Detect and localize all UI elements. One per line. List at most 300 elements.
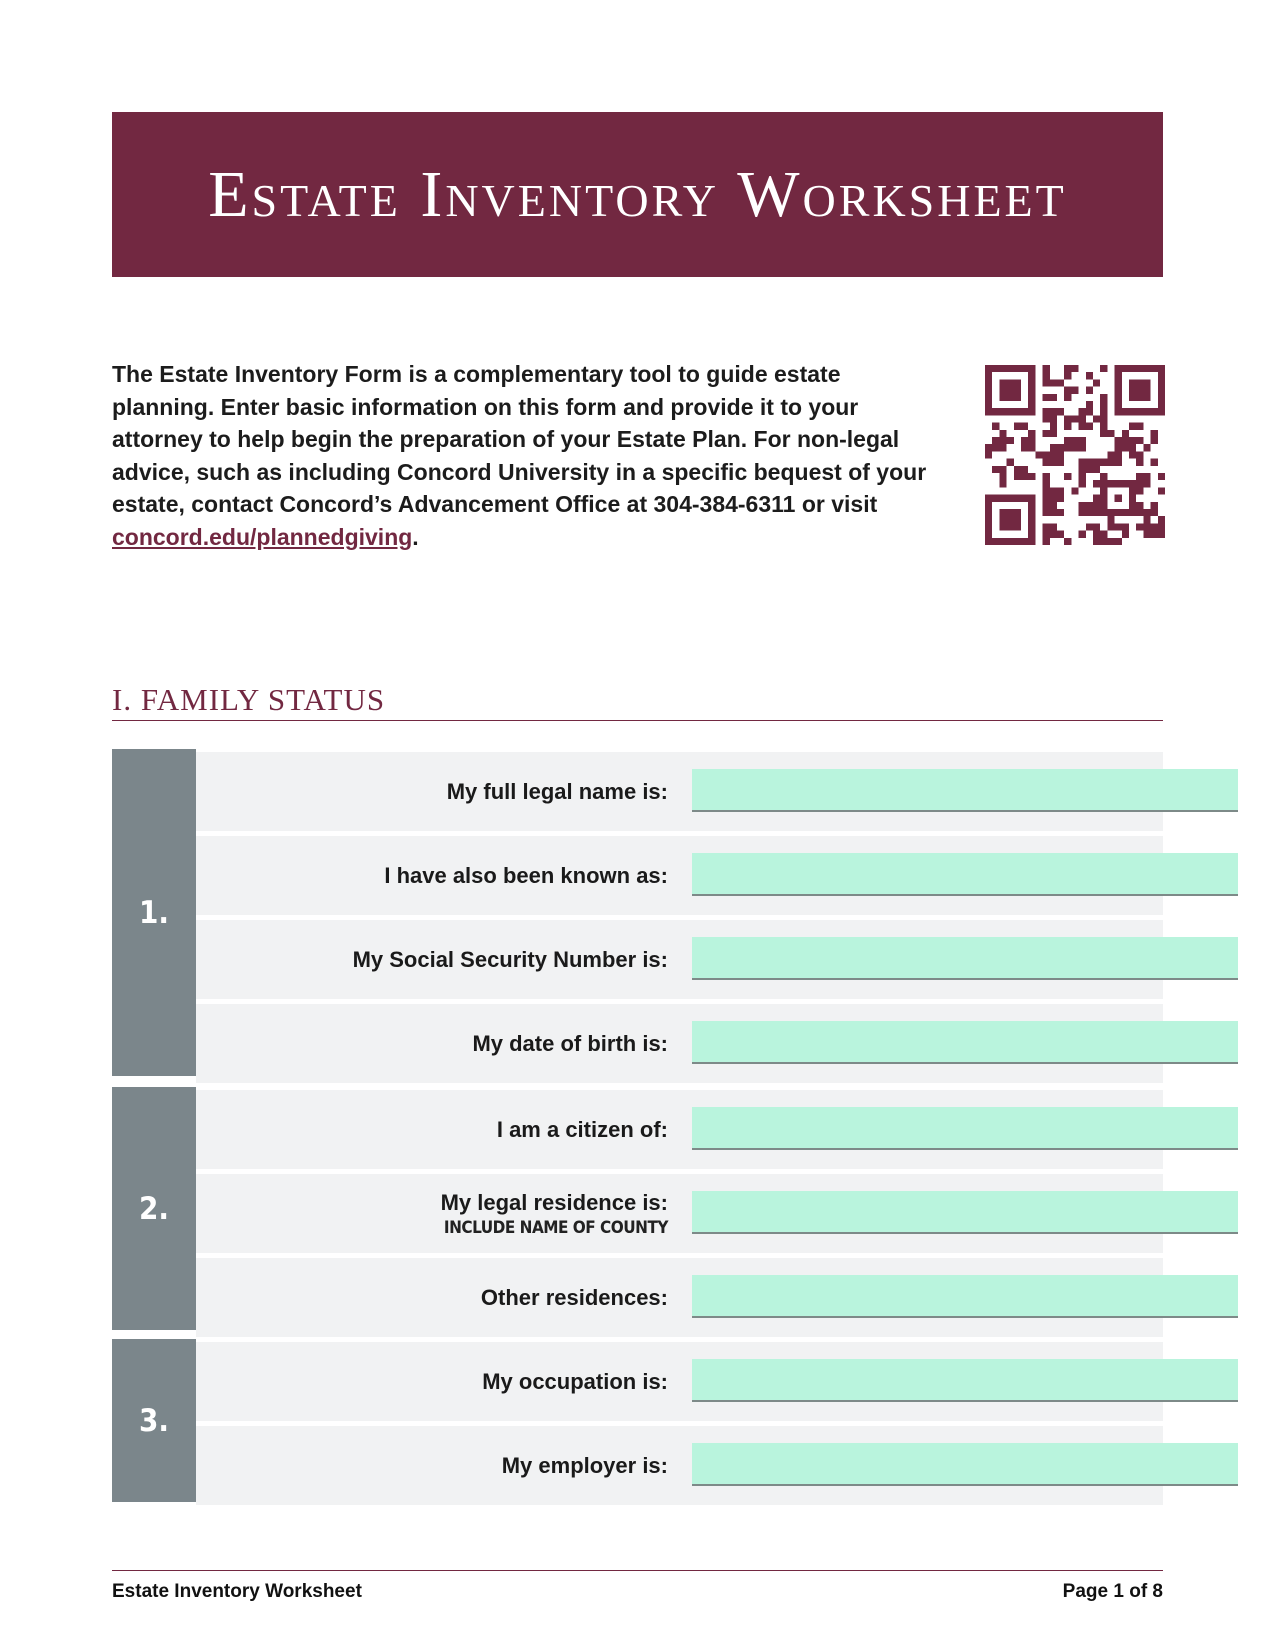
field-label: I am a citizen of: bbox=[496, 1116, 668, 1142]
qr-module bbox=[1136, 473, 1143, 480]
qr-module bbox=[1007, 379, 1014, 386]
qr-module bbox=[1136, 502, 1143, 509]
form-row-employer bbox=[196, 1426, 1163, 1505]
qr-module bbox=[1136, 480, 1143, 487]
qr-module bbox=[1158, 516, 1165, 523]
qr-module bbox=[1043, 365, 1050, 372]
qr-module bbox=[985, 531, 992, 538]
section-title-family-status: I. FAMILY STATUS bbox=[112, 682, 1163, 721]
page-title: Estate Inventory Worksheet bbox=[208, 157, 1067, 231]
qr-module bbox=[1143, 509, 1150, 516]
form-row-citizen-of bbox=[196, 1090, 1163, 1169]
qr-module bbox=[1014, 523, 1021, 530]
qr-module bbox=[985, 444, 992, 451]
field-label: My date of birth is: bbox=[472, 1030, 668, 1056]
qr-module bbox=[1136, 451, 1143, 458]
qr-module bbox=[1071, 415, 1078, 422]
citizen-of-field[interactable] bbox=[692, 1107, 1238, 1150]
qr-module bbox=[1115, 394, 1122, 401]
field-label: My Social Security Number is: bbox=[352, 946, 668, 972]
qr-module bbox=[1158, 387, 1165, 394]
qr-module bbox=[1107, 523, 1114, 530]
group-number: 1. bbox=[112, 749, 196, 1076]
qr-module bbox=[985, 502, 992, 509]
field-sublabel: INCLUDE NAME OF COUNTY bbox=[443, 1217, 668, 1238]
qr-module bbox=[1129, 423, 1136, 430]
qr-module bbox=[1079, 408, 1086, 415]
qr-module bbox=[985, 408, 992, 415]
field-label: My occupation is: bbox=[482, 1368, 668, 1394]
qr-module bbox=[985, 387, 992, 394]
qr-module bbox=[1115, 437, 1122, 444]
qr-module bbox=[1086, 509, 1093, 516]
qr-module bbox=[985, 365, 992, 372]
qr-module bbox=[1107, 480, 1114, 487]
qr-module bbox=[1050, 430, 1057, 437]
qr-module bbox=[1043, 379, 1050, 386]
qr-module bbox=[1093, 480, 1100, 487]
qr-module bbox=[1151, 523, 1158, 530]
qr-module bbox=[1028, 430, 1035, 437]
qr-module bbox=[1014, 408, 1021, 415]
qr-module bbox=[1050, 408, 1057, 415]
qr-module bbox=[992, 408, 999, 415]
qr-module bbox=[999, 509, 1006, 516]
qr-module bbox=[1122, 480, 1129, 487]
qr-module bbox=[1136, 437, 1143, 444]
qr-module bbox=[1100, 430, 1107, 437]
employer-field[interactable] bbox=[692, 1443, 1238, 1486]
qr-module bbox=[985, 516, 992, 523]
qr-module bbox=[1158, 523, 1165, 530]
qr-module bbox=[1057, 487, 1064, 494]
qr-module bbox=[1093, 379, 1100, 386]
field-label: I have also been known as: bbox=[384, 862, 668, 888]
qr-module bbox=[1115, 509, 1122, 516]
qr-module bbox=[999, 538, 1006, 545]
qr-module bbox=[992, 538, 999, 545]
qr-module bbox=[1136, 408, 1143, 415]
group-1 bbox=[112, 749, 1163, 1076]
qr-module bbox=[1158, 473, 1165, 480]
legal-residence-field[interactable] bbox=[692, 1191, 1238, 1234]
qr-module bbox=[1021, 538, 1028, 545]
qr-module bbox=[1086, 408, 1093, 415]
qr-module bbox=[1129, 509, 1136, 516]
qr-module bbox=[1107, 509, 1114, 516]
qr-module bbox=[999, 365, 1006, 372]
qr-module bbox=[1071, 444, 1078, 451]
qr-module bbox=[1129, 379, 1136, 386]
qr-module bbox=[1107, 451, 1114, 458]
qr-module bbox=[985, 394, 992, 401]
qr-module bbox=[999, 473, 1006, 480]
qr-module bbox=[1100, 365, 1107, 372]
qr-module bbox=[1086, 466, 1093, 473]
qr-module bbox=[1158, 379, 1165, 386]
qr-module bbox=[1151, 531, 1158, 538]
qr-module bbox=[1129, 502, 1136, 509]
qr-module bbox=[1100, 502, 1107, 509]
qr-module bbox=[1115, 459, 1122, 466]
qr-module bbox=[1086, 423, 1093, 430]
qr-module bbox=[1086, 401, 1093, 408]
qr-module bbox=[1122, 531, 1129, 538]
qr-module bbox=[992, 423, 999, 430]
qr-module bbox=[1079, 473, 1086, 480]
qr-module bbox=[1014, 495, 1021, 502]
qr-module bbox=[1115, 495, 1122, 502]
footer-title: Estate Inventory Worksheet bbox=[112, 1581, 362, 1602]
qr-module bbox=[1071, 487, 1078, 494]
qr-module bbox=[1035, 451, 1042, 458]
qr-module bbox=[1028, 401, 1035, 408]
qr-module bbox=[1021, 466, 1028, 473]
qr-module bbox=[1129, 437, 1136, 444]
qr-module bbox=[1050, 487, 1057, 494]
qr-module bbox=[1028, 437, 1035, 444]
qr-module bbox=[1086, 387, 1093, 394]
qr-module bbox=[1028, 516, 1035, 523]
qr-module bbox=[1043, 430, 1050, 437]
qr-module bbox=[1093, 459, 1100, 466]
qr-module bbox=[1007, 495, 1014, 502]
qr-module bbox=[1136, 379, 1143, 386]
qr-module bbox=[999, 387, 1006, 394]
qr-module bbox=[1050, 415, 1057, 422]
qr-module bbox=[1100, 538, 1107, 545]
qr-module bbox=[1043, 415, 1050, 422]
qr-module bbox=[1050, 394, 1057, 401]
qr-module bbox=[985, 523, 992, 530]
qr-module bbox=[1100, 408, 1107, 415]
qr-module bbox=[1093, 495, 1100, 502]
qr-module bbox=[1079, 531, 1086, 538]
qr-module bbox=[1007, 459, 1014, 466]
qr-module bbox=[992, 495, 999, 502]
qr-module bbox=[1064, 372, 1071, 379]
qr-module bbox=[1115, 387, 1122, 394]
qr-module bbox=[1028, 538, 1035, 545]
qr-module bbox=[1122, 509, 1129, 516]
qr-module bbox=[1158, 531, 1165, 538]
page-number: Page 1 of 8 bbox=[1062, 1581, 1163, 1602]
qr-module bbox=[1014, 423, 1021, 430]
planned-giving-link[interactable]: concord.edu/plannedgiving bbox=[112, 523, 413, 550]
title-banner bbox=[112, 112, 1163, 277]
qr-module bbox=[1136, 423, 1143, 430]
qr-module bbox=[1143, 408, 1150, 415]
qr-module bbox=[1021, 408, 1028, 415]
qr-module bbox=[1151, 437, 1158, 444]
qr-module bbox=[1043, 509, 1050, 516]
qr-module bbox=[1021, 437, 1028, 444]
qr-module bbox=[1043, 480, 1050, 487]
other-residences-field[interactable] bbox=[692, 1275, 1238, 1318]
form-row-other-residences bbox=[196, 1258, 1163, 1337]
qr-module bbox=[1115, 480, 1122, 487]
qr-module bbox=[1050, 451, 1057, 458]
qr-module bbox=[985, 451, 992, 458]
form-row-date-of-birth bbox=[196, 1004, 1163, 1083]
qr-module bbox=[999, 444, 1006, 451]
qr-module bbox=[1115, 408, 1122, 415]
qr-module bbox=[999, 495, 1006, 502]
qr-module bbox=[1086, 372, 1093, 379]
qr-module bbox=[1079, 437, 1086, 444]
field-label: My employer is: bbox=[501, 1452, 668, 1478]
also-known-as-field[interactable] bbox=[692, 853, 1238, 896]
qr-module bbox=[1079, 502, 1086, 509]
qr-module bbox=[1050, 495, 1057, 502]
intro-end: . bbox=[412, 523, 419, 550]
full-legal-name-field[interactable] bbox=[692, 769, 1238, 812]
qr-module bbox=[1050, 502, 1057, 509]
qr-module bbox=[1043, 538, 1050, 545]
qr-module bbox=[1143, 480, 1150, 487]
qr-module bbox=[1136, 523, 1143, 530]
qr-module bbox=[985, 509, 992, 516]
qr-module bbox=[1043, 394, 1050, 401]
qr-module bbox=[1014, 509, 1021, 516]
ssn-field[interactable] bbox=[692, 937, 1238, 980]
qr-module bbox=[1071, 365, 1078, 372]
qr-module bbox=[1100, 415, 1107, 422]
qr-module bbox=[999, 430, 1006, 437]
qr-module bbox=[1043, 487, 1050, 494]
qr-module bbox=[1064, 365, 1071, 372]
qr-module bbox=[1151, 430, 1158, 437]
qr-module bbox=[1007, 538, 1014, 545]
qr-module bbox=[1014, 466, 1021, 473]
field-label: My full legal name is: bbox=[446, 778, 668, 804]
qr-module bbox=[1093, 415, 1100, 422]
qr-module bbox=[1043, 523, 1050, 530]
qr-module bbox=[1079, 459, 1086, 466]
qr-module bbox=[1086, 459, 1093, 466]
qr-module bbox=[1100, 509, 1107, 516]
qr-module bbox=[1115, 538, 1122, 545]
qr-module bbox=[1064, 538, 1071, 545]
qr-module bbox=[1079, 415, 1086, 422]
qr-module bbox=[1057, 451, 1064, 458]
group-2 bbox=[112, 1087, 1163, 1330]
qr-module bbox=[1093, 523, 1100, 530]
intro-text: The Estate Inventory Form is a complementary tool to guide estate planning. Enter basic information on this form and provide it to your attorney to help begin the preparation of your Estate Plan. For non-legal advice, such as including Concord University in a specific bequest of your estate, contact Concord’s Advancement Office at 304-384-6311 or visit bbox=[112, 361, 927, 517]
qr-module bbox=[1158, 401, 1165, 408]
qr-module bbox=[1050, 423, 1057, 430]
qr-module bbox=[1050, 379, 1057, 386]
qr-module bbox=[1057, 459, 1064, 466]
qr-module bbox=[999, 437, 1006, 444]
qr-code-icon bbox=[985, 365, 1165, 545]
qr-module bbox=[1151, 502, 1158, 509]
qr-module bbox=[1028, 408, 1035, 415]
qr-module bbox=[1143, 531, 1150, 538]
qr-module bbox=[1100, 401, 1107, 408]
qr-module bbox=[1093, 466, 1100, 473]
qr-module bbox=[1136, 459, 1143, 466]
qr-module bbox=[1007, 509, 1014, 516]
qr-module bbox=[1043, 459, 1050, 466]
qr-module bbox=[1043, 502, 1050, 509]
qr-module bbox=[1107, 459, 1114, 466]
group-number: 3. bbox=[112, 1339, 196, 1502]
qr-module bbox=[1100, 459, 1107, 466]
qr-module bbox=[1014, 394, 1021, 401]
qr-module bbox=[1093, 509, 1100, 516]
qr-module bbox=[1143, 365, 1150, 372]
qr-module bbox=[1158, 372, 1165, 379]
qr-module bbox=[1129, 495, 1136, 502]
qr-module bbox=[1158, 408, 1165, 415]
qr-module bbox=[1028, 387, 1035, 394]
qr-module bbox=[1050, 509, 1057, 516]
qr-module bbox=[985, 495, 992, 502]
group-3 bbox=[112, 1339, 1163, 1502]
qr-module bbox=[1057, 495, 1064, 502]
qr-module bbox=[1021, 423, 1028, 430]
intro-paragraph bbox=[112, 358, 942, 553]
qr-module bbox=[1007, 516, 1014, 523]
qr-module bbox=[1115, 444, 1122, 451]
qr-module bbox=[1064, 437, 1071, 444]
qr-module bbox=[1115, 401, 1122, 408]
qr-module bbox=[999, 516, 1006, 523]
qr-module bbox=[1050, 531, 1057, 538]
qr-module bbox=[1028, 531, 1035, 538]
qr-module bbox=[1057, 379, 1064, 386]
qr-module bbox=[1086, 523, 1093, 530]
qr-module bbox=[1115, 523, 1122, 530]
qr-module bbox=[992, 365, 999, 372]
qr-module bbox=[1050, 444, 1057, 451]
qr-module bbox=[1129, 408, 1136, 415]
qr-module bbox=[1064, 387, 1071, 394]
page-footer bbox=[112, 1570, 1163, 1603]
form-row-occupation bbox=[196, 1342, 1163, 1421]
qr-module bbox=[999, 379, 1006, 386]
qr-module bbox=[1028, 509, 1035, 516]
field-label: Other residences: bbox=[480, 1284, 668, 1310]
qr-module bbox=[1028, 473, 1035, 480]
qr-module bbox=[1079, 480, 1086, 487]
qr-module bbox=[1043, 495, 1050, 502]
qr-module bbox=[1158, 487, 1165, 494]
qr-module bbox=[999, 480, 1006, 487]
qr-module bbox=[1050, 459, 1057, 466]
qr-module bbox=[1143, 444, 1150, 451]
qr-module bbox=[1057, 444, 1064, 451]
qr-module bbox=[1136, 365, 1143, 372]
qr-module bbox=[1143, 523, 1150, 530]
qr-module bbox=[1136, 387, 1143, 394]
qr-module bbox=[992, 437, 999, 444]
form-row-also-known-as bbox=[196, 836, 1163, 915]
qr-module bbox=[1043, 473, 1050, 480]
qr-module bbox=[985, 401, 992, 408]
qr-module bbox=[1064, 423, 1071, 430]
qr-module bbox=[1107, 538, 1114, 545]
qr-module bbox=[1115, 379, 1122, 386]
qr-module bbox=[1028, 372, 1035, 379]
qr-module bbox=[1007, 523, 1014, 530]
qr-module bbox=[1043, 372, 1050, 379]
qr-module bbox=[1158, 394, 1165, 401]
form-row-ssn bbox=[196, 920, 1163, 999]
qr-module bbox=[1151, 408, 1158, 415]
qr-module bbox=[1079, 466, 1086, 473]
date-of-birth-field[interactable] bbox=[692, 1021, 1238, 1064]
qr-module bbox=[1021, 365, 1028, 372]
qr-module bbox=[1151, 459, 1158, 466]
qr-module bbox=[1064, 415, 1071, 422]
qr-module bbox=[1100, 473, 1107, 480]
qr-module bbox=[985, 538, 992, 545]
qr-module bbox=[1143, 516, 1150, 523]
qr-module bbox=[1064, 394, 1071, 401]
group-number: 2. bbox=[112, 1087, 196, 1330]
qr-module bbox=[1021, 444, 1028, 451]
qr-module bbox=[1043, 451, 1050, 458]
qr-module bbox=[1143, 387, 1150, 394]
qr-module bbox=[1100, 487, 1107, 494]
qr-module bbox=[1028, 523, 1035, 530]
field-label: My legal residence is: INCLUDE NAME OF COUNTY bbox=[440, 1189, 668, 1238]
qr-module bbox=[1122, 365, 1129, 372]
qr-module bbox=[1057, 408, 1064, 415]
qr-module bbox=[1093, 538, 1100, 545]
qr-module bbox=[1129, 394, 1136, 401]
qr-module bbox=[1021, 495, 1028, 502]
qr-module bbox=[999, 408, 1006, 415]
qr-module bbox=[1014, 365, 1021, 372]
qr-module bbox=[985, 379, 992, 386]
qr-module bbox=[1115, 372, 1122, 379]
qr-module bbox=[1086, 502, 1093, 509]
qr-module bbox=[985, 372, 992, 379]
qr-module bbox=[1064, 444, 1071, 451]
qr-module bbox=[1122, 444, 1129, 451]
qr-module bbox=[1028, 495, 1035, 502]
qr-module bbox=[999, 466, 1006, 473]
qr-module bbox=[1143, 394, 1150, 401]
occupation-field[interactable] bbox=[692, 1359, 1238, 1402]
qr-module bbox=[1129, 444, 1136, 451]
qr-module bbox=[999, 394, 1006, 401]
qr-module bbox=[1122, 430, 1129, 437]
qr-module bbox=[1050, 523, 1057, 530]
qr-module bbox=[1007, 394, 1014, 401]
qr-module bbox=[1057, 531, 1064, 538]
qr-module bbox=[1007, 387, 1014, 394]
qr-module bbox=[1028, 502, 1035, 509]
qr-module bbox=[1007, 408, 1014, 415]
qr-module bbox=[1100, 423, 1107, 430]
qr-module bbox=[1100, 480, 1107, 487]
qr-module bbox=[1129, 487, 1136, 494]
qr-module bbox=[1093, 531, 1100, 538]
form-row-full-legal-name bbox=[196, 752, 1163, 831]
qr-module bbox=[999, 523, 1006, 530]
qr-module bbox=[1129, 451, 1136, 458]
qr-module bbox=[1021, 473, 1028, 480]
qr-module bbox=[1158, 365, 1165, 372]
qr-module bbox=[1129, 365, 1136, 372]
qr-module bbox=[1129, 480, 1136, 487]
qr-module bbox=[1093, 502, 1100, 509]
qr-module bbox=[1143, 473, 1150, 480]
